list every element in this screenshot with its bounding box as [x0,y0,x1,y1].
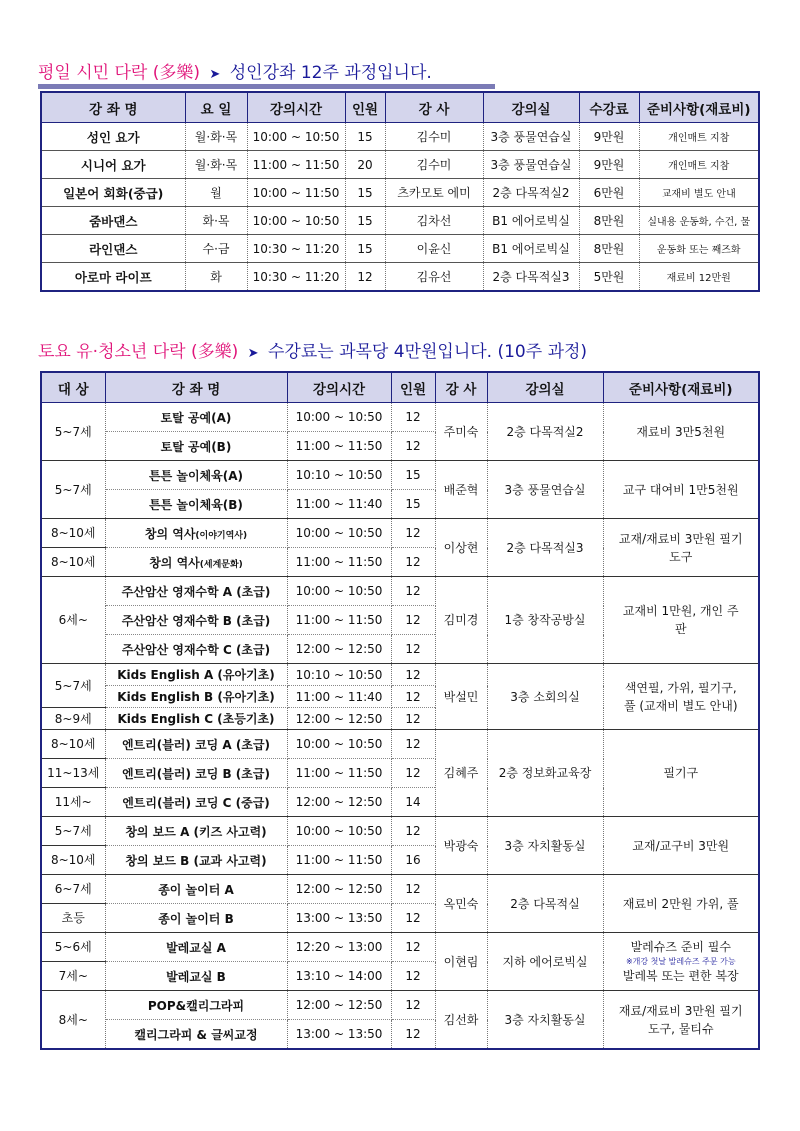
cell-prep [603,577,759,664]
cell-name [105,962,287,991]
course-name: 튼튼 놀이체육(A) [149,468,243,483]
prep-text: 재료/재료비 3만원 필기도구, 물티슈 [618,1003,743,1036]
column-header: 강의실 [487,372,603,403]
cell-time: 12:00 ~ 12:50 [287,875,391,904]
course-subtitle: (이야기역사) [195,530,248,541]
course-name: 토탈 공예(B) [160,439,232,454]
cell-day: 월·화·목 [185,151,247,179]
cell-target: 5~7세 [41,461,105,519]
cell-count: 12 [391,1020,435,1050]
cell-prep [603,461,759,519]
cell-time: 10:00 ~ 10:50 [287,403,391,432]
prep-text: 교구 대여비 1만5천원 [622,482,739,497]
cell-target: 6세~ [41,577,105,664]
cell-prep: 운동화 또는 째즈화 [639,235,759,263]
section2-title-suffix: 수강료는 과목당 4만원입니다. (10주 과정) [267,342,588,362]
table-row [41,664,759,686]
prep-extra: 발레복 또는 편한 복장 [622,969,739,983]
prep-text: 재료비 2만원 가위, 풀 [622,896,739,911]
cell-prep: 재료비 12만원 [639,263,759,292]
course-name: Kids English B (유아기초) [117,690,275,704]
section1-title-underline [38,84,495,89]
cell-prep [603,817,759,875]
course-name: 창의 역사 [144,526,196,541]
cell-target: 7세~ [41,962,105,991]
prep-text: 교재비 1만원, 개인 주판 [622,604,739,636]
cell-time: 11:00 ~ 11:50 [287,846,391,875]
cell-count: 12 [391,548,435,577]
cell-teacher: 김수미 [385,151,483,179]
column-header: 인원 [345,92,385,123]
column-header: 강의실 [483,92,579,123]
cell-target: 8~10세 [41,730,105,759]
section2-title-prefix: 토요 유·청소년 다락 (多樂) [38,342,239,362]
cell-name [105,577,287,606]
cell-time: 10:00 ~ 10:50 [247,123,345,151]
cell-target: 11~13세 [41,759,105,788]
cell-target: 5~7세 [41,403,105,461]
prep-text: 재료비 3만5천원 [636,424,726,439]
cell-teacher: 츠카모토 에미 [385,179,483,207]
cell-count: 16 [391,846,435,875]
cell-teacher: 김수미 [385,123,483,151]
column-header: 요 일 [185,92,247,123]
course-name: 창의 보드 A (키즈 사고력) [125,824,267,839]
cell-time: 10:30 ~ 11:20 [247,235,345,263]
course-name: 창의 보드 B (교과 사고력) [125,853,267,868]
cell-teacher: 김유선 [385,263,483,292]
cell-name [105,730,287,759]
cell-count: 12 [391,432,435,461]
cell-name: 아로마 라이프 [41,263,185,292]
cell-fee: 6만원 [579,179,639,207]
cell-target: 초등 [41,904,105,933]
cell-count: 12 [391,577,435,606]
course-name: 캘리그라피 & 글씨교정 [134,1027,258,1042]
cell-day: 월 [185,179,247,207]
cell-prep: 개인매트 지참 [639,123,759,151]
cell-time: 12:00 ~ 12:50 [287,635,391,664]
cell-count: 12 [391,962,435,991]
cell-count: 12 [391,875,435,904]
column-header: 강의시간 [287,372,391,403]
table-row [41,933,759,962]
cell-count: 12 [391,991,435,1020]
cell-name [105,788,287,817]
table-row [41,875,759,904]
cell-room: 2층 다목적실 [487,875,603,933]
cell-name: 일본어 회화(중급) [41,179,185,207]
cell-time: 11:00 ~ 11:50 [287,606,391,635]
cell-count: 15 [391,490,435,519]
cell-room: 2층 다목적실3 [483,263,579,292]
cell-teacher: 배준혁 [435,461,487,519]
cell-time: 10:00 ~ 10:50 [287,519,391,548]
cell-fee: 8만원 [579,235,639,263]
cell-time: 11:00 ~ 11:40 [287,490,391,519]
cell-prep [603,875,759,933]
section2-title [38,337,587,362]
table-row [41,577,759,606]
cell-target: 5~6세 [41,933,105,962]
cell-target: 8~10세 [41,548,105,577]
column-header: 수강료 [579,92,639,123]
cell-name [105,1020,287,1050]
saturday-course-table [40,371,760,1050]
course-subtitle: (세계문화) [199,559,243,570]
column-header: 대 상 [41,372,105,403]
cell-name [105,904,287,933]
cell-teacher: 김미경 [435,577,487,664]
cell-room: 1층 창작공방실 [487,577,603,664]
cell-time: 10:00 ~ 10:50 [287,817,391,846]
cell-time: 10:10 ~ 10:50 [287,461,391,490]
arrow-icon: ➤ [209,67,221,82]
cell-time: 11:00 ~ 11:50 [287,432,391,461]
course-name: 창의 역사 [149,555,200,570]
cell-room: 2층 다목적실2 [487,403,603,461]
cell-time: 11:00 ~ 11:40 [287,686,391,708]
cell-time: 12:00 ~ 12:50 [287,991,391,1020]
table-row [41,519,759,548]
cell-count: 12 [391,904,435,933]
cell-target: 8~10세 [41,846,105,875]
cell-room: 2층 다목적실2 [483,179,579,207]
cell-name [105,548,287,577]
cell-count: 12 [391,686,435,708]
cell-target: 6~7세 [41,875,105,904]
cell-name [105,635,287,664]
cell-room: 지하 에어로빅실 [487,933,603,991]
cell-time: 12:00 ~ 12:50 [287,788,391,817]
cell-name [105,846,287,875]
cell-room: 3층 풍물연습실 [483,151,579,179]
course-name: 엔트리(블러) 코딩 B (초급) [122,766,270,781]
course-name: 종이 놀이터 A [158,882,234,897]
course-name: Kids English C (초등기초) [117,712,275,726]
cell-teacher: 박설민 [435,664,487,730]
cell-time: 10:10 ~ 10:50 [287,664,391,686]
cell-day: 화 [185,263,247,292]
table-row [41,263,759,292]
cell-count: 15 [345,123,385,151]
prep-text: 교재/재료비 3만원 필기도구 [618,531,743,564]
course-name: 엔트리(블러) 코딩 A (초급) [121,737,271,752]
cell-day: 수·금 [185,235,247,263]
cell-time: 12:00 ~ 12:50 [287,708,391,730]
course-name: 튼튼 놀이체육(B) [149,497,243,512]
table-row [41,151,759,179]
cell-room: 2층 정보화교육장 [487,730,603,817]
cell-room: 3층 자치활동실 [487,991,603,1050]
cell-time: 10:00 ~ 11:50 [247,179,345,207]
cell-name: 시니어 요가 [41,151,185,179]
cell-count: 12 [391,606,435,635]
cell-name: 라인댄스 [41,235,185,263]
cell-prep [603,664,759,730]
cell-prep [603,403,759,461]
cell-teacher: 이상현 [435,519,487,577]
cell-name [105,490,287,519]
cell-prep [603,519,759,577]
cell-prep [603,991,759,1050]
cell-time: 10:30 ~ 11:20 [247,263,345,292]
cell-count: 12 [391,635,435,664]
cell-target: 5~7세 [41,817,105,846]
cell-count: 12 [391,519,435,548]
cell-target: 8~9세 [41,708,105,730]
cell-count: 20 [345,151,385,179]
cell-time: 11:00 ~ 11:50 [287,548,391,577]
cell-target: 8~10세 [41,519,105,548]
cell-count: 12 [345,263,385,292]
cell-teacher: 옥민숙 [435,875,487,933]
course-name: 주산암산 영재수학 B (초급) [121,613,271,628]
cell-name [105,432,287,461]
cell-teacher: 이윤신 [385,235,483,263]
table-row [41,179,759,207]
column-header: 강 좌 명 [41,92,185,123]
column-header: 강 좌 명 [105,372,287,403]
cell-teacher: 김선화 [435,991,487,1050]
cell-count: 14 [391,788,435,817]
cell-day: 월·화·목 [185,123,247,151]
course-name: 주산암산 영재수학 A (초급) [121,584,271,599]
cell-fee: 9만원 [579,151,639,179]
cell-room: B1 에어로빅실 [483,207,579,235]
cell-name [105,403,287,432]
cell-prep: 교재비 별도 안내 [639,179,759,207]
cell-target: 5~7세 [41,664,105,708]
cell-name [105,664,287,686]
cell-fee: 8만원 [579,207,639,235]
cell-fee: 9만원 [579,123,639,151]
cell-name [105,759,287,788]
cell-name [105,686,287,708]
table-row [41,235,759,263]
cell-time: 10:00 ~ 10:50 [287,730,391,759]
cell-count: 12 [391,933,435,962]
section1-title-suffix: 성인강좌 12주 과정입니다. [229,63,432,83]
cell-count: 15 [345,235,385,263]
column-header: 준비사항(재료비) [639,92,759,123]
cell-time: 13:00 ~ 13:50 [287,904,391,933]
prep-text: 발레슈즈 준비 필수 [630,940,731,954]
cell-count: 15 [345,207,385,235]
cell-name [105,933,287,962]
cell-prep [603,933,759,991]
cell-fee: 5만원 [579,263,639,292]
column-header: 준비사항(재료비) [603,372,759,403]
cell-count: 15 [391,461,435,490]
cell-teacher: 이현림 [435,933,487,991]
course-name: 종이 놀이터 B [158,911,234,926]
course-name: 발레교실 B [166,969,226,984]
cell-count: 12 [391,664,435,686]
cell-count: 12 [391,403,435,432]
prep-note: ※개강 첫날 발레슈즈 주문 가능 [625,957,736,966]
cell-time: 10:00 ~ 10:50 [287,577,391,606]
prep-text: 교재/교구비 3만원 [632,838,730,853]
table-row [41,207,759,235]
prep-text: 필기구 [663,766,699,780]
table-row [41,403,759,432]
cell-count: 12 [391,730,435,759]
cell-time: 10:00 ~ 10:50 [247,207,345,235]
cell-teacher: 김차선 [385,207,483,235]
prep-text: 색연필, 가위, 필기구, 풀 (교재비 별도 안내) [623,680,738,713]
weekday-course-table [40,91,760,292]
table-row [41,123,759,151]
column-header: 강 사 [435,372,487,403]
cell-time: 11:00 ~ 11:50 [247,151,345,179]
cell-name [105,519,287,548]
cell-room: 2층 다목적실3 [487,519,603,577]
column-header: 강의시간 [247,92,345,123]
cell-teacher: 김혜주 [435,730,487,817]
cell-prep [603,730,759,817]
course-name: 주산암산 영재수학 C (초급) [121,642,271,657]
cell-count: 15 [345,179,385,207]
cell-name [105,991,287,1020]
column-header: 강 사 [385,92,483,123]
cell-target: 8세~ [41,991,105,1050]
cell-name [105,708,287,730]
table-row [41,461,759,490]
cell-name [105,817,287,846]
course-name: 발레교실 A [166,940,226,955]
cell-room: 3층 풍물연습실 [483,123,579,151]
cell-name [105,461,287,490]
cell-time: 12:20 ~ 13:00 [287,933,391,962]
cell-teacher: 박광숙 [435,817,487,875]
cell-name [105,875,287,904]
cell-target: 11세~ [41,788,105,817]
section1-title-prefix: 평일 시민 다락 (多樂) [38,63,201,83]
course-name: POP&캘리그라피 [147,998,245,1013]
cell-name [105,606,287,635]
table-row [41,817,759,846]
cell-name: 성인 요가 [41,123,185,151]
course-name: Kids English A (유아기초) [117,668,275,682]
cell-room: B1 에어로빅실 [483,235,579,263]
table-row [41,991,759,1020]
cell-room: 3층 풍물연습실 [487,461,603,519]
cell-count: 12 [391,708,435,730]
cell-count: 12 [391,759,435,788]
course-name: 토탈 공예(A) [160,410,232,425]
cell-time: 11:00 ~ 11:50 [287,759,391,788]
cell-time: 13:10 ~ 14:00 [287,962,391,991]
cell-time: 13:00 ~ 13:50 [287,1020,391,1050]
cell-prep: 실내용 운동화, 수건, 물 [639,207,759,235]
cell-count: 12 [391,817,435,846]
section1-title [38,58,432,83]
cell-day: 화·목 [185,207,247,235]
course-name: 엔트리(블러) 코딩 C (중급) [122,795,270,810]
cell-prep: 개인매트 지참 [639,151,759,179]
arrow-icon: ➤ [247,346,259,361]
cell-room: 3층 소회의실 [487,664,603,730]
table-row [41,730,759,759]
cell-name: 줌바댄스 [41,207,185,235]
cell-room: 3층 자치활동실 [487,817,603,875]
column-header: 인원 [391,372,435,403]
cell-teacher: 주미숙 [435,403,487,461]
